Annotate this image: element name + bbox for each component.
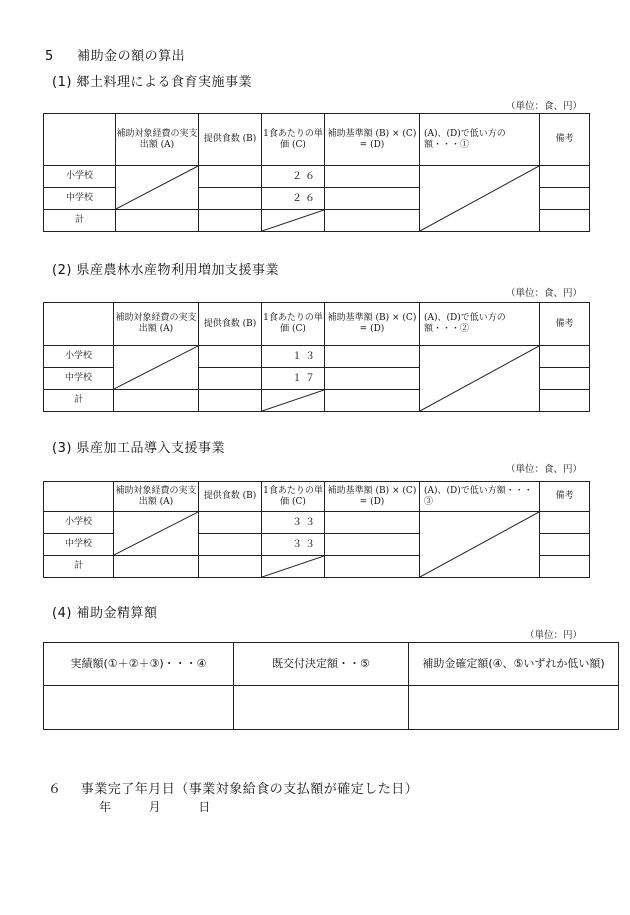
table-1-col-meals: 提供食数 (B) xyxy=(199,114,262,166)
table-1 xyxy=(43,113,590,232)
date-month-label: 月 xyxy=(148,800,161,814)
table-3-unit-price-value: ３３ xyxy=(262,534,325,556)
table-3-expense-slashed xyxy=(114,512,199,556)
table-1-row-label: 中学校 xyxy=(44,188,116,210)
diagonal-slash xyxy=(420,346,539,411)
table-4-actual-cell[interactable] xyxy=(44,686,234,730)
table-4-confirmed-cell[interactable] xyxy=(409,686,619,730)
table-1-base-total[interactable] xyxy=(325,210,420,232)
table-3-unit-price-value: ３３ xyxy=(262,512,325,534)
table-1-expense-slashed xyxy=(116,166,199,210)
diagonal-slash xyxy=(262,390,324,411)
table-2-unit: （単位：食、円） xyxy=(505,288,582,299)
table-2-remarks-cell[interactable] xyxy=(540,346,590,368)
table-4-granted-cell[interactable] xyxy=(234,686,409,730)
table-3-price-total-slashed xyxy=(262,556,325,578)
table-3-remarks-cell[interactable] xyxy=(540,512,590,534)
table-3-base-total[interactable] xyxy=(325,556,420,578)
table-2-remarks-cell[interactable] xyxy=(540,368,590,390)
table-2-col-remarks: 備考 xyxy=(540,303,590,346)
completion-date xyxy=(99,798,210,815)
table-1-remarks-cell[interactable] xyxy=(540,188,590,210)
diagonal-slash xyxy=(420,512,539,577)
table-1-unit: （単位：食、円） xyxy=(505,101,582,112)
table-1-unit-price-value: ２６ xyxy=(262,166,325,188)
table-2-heading: (2) 県産農林水産物利用増加支援事業 xyxy=(52,263,280,278)
table-2-col-lower-amount: (A)、(D)で低い方の額・・・② xyxy=(420,303,540,346)
table-2-base-cell[interactable] xyxy=(325,346,420,368)
table-1-col-remarks: 備考 xyxy=(540,114,590,166)
section-5-number: 5 xyxy=(45,49,54,64)
table-1-corner xyxy=(44,114,116,166)
section-5-title: 補助金の額の算出 xyxy=(77,49,186,64)
diagonal-slash xyxy=(114,346,198,389)
table-3-col-base-amount: 補助基準額 (B) × (C) = (D) xyxy=(325,482,420,512)
diagonal-slash xyxy=(116,166,198,209)
table-4-col-confirmed: 補助金確定額(④、⑤いずれか低い額) xyxy=(409,643,619,686)
table-2 xyxy=(43,302,590,412)
table-2-meals-cell[interactable] xyxy=(199,368,262,390)
table-1-meals-cell[interactable] xyxy=(199,166,262,188)
table-1-col-base-amount: 補助基準額 (B) × (C) = (D) xyxy=(325,114,420,166)
table-4-col-granted: 既交付決定額・・⑤ xyxy=(234,643,409,686)
table-2-row-label: 小学校 xyxy=(44,346,114,368)
table-2-row-label: 計 xyxy=(44,390,114,412)
table-2-corner xyxy=(44,303,114,346)
table-2-col-expense: 補助対象経費の実支出額 (A) xyxy=(114,303,199,346)
diagonal-slash xyxy=(114,512,198,555)
date-day-label: 日 xyxy=(198,800,211,814)
table-3-corner xyxy=(44,482,114,512)
diagonal-slash xyxy=(262,556,324,577)
table-2-expense-total[interactable] xyxy=(114,390,199,412)
table-3-meals-total[interactable] xyxy=(199,556,262,578)
table-1-meals-cell[interactable] xyxy=(199,188,262,210)
table-3-meals-cell[interactable] xyxy=(199,512,262,534)
table-3 xyxy=(43,481,590,578)
table-1-expense-total[interactable] xyxy=(116,210,199,232)
table-1-meals-total[interactable] xyxy=(199,210,262,232)
table-2-meals-total[interactable] xyxy=(199,390,262,412)
table-1-lower-slashed xyxy=(420,166,540,232)
table-1-base-cell[interactable] xyxy=(325,166,420,188)
section-6-title: 事業完了年月日（事業対象給食の支払額が確定した日） xyxy=(80,782,419,797)
table-2-base-total[interactable] xyxy=(325,390,420,412)
table-3-unit: （単位：食、円） xyxy=(505,464,582,475)
table-3-row-label: 中学校 xyxy=(44,534,114,556)
table-3-col-lower-amount: (A)、(D)で低い方額・・・③ xyxy=(420,482,540,512)
section-6-heading xyxy=(48,778,418,797)
table-3-base-cell[interactable] xyxy=(325,534,420,556)
table-3-col-remarks: 備考 xyxy=(540,482,590,512)
table-2-col-meals: 提供食数 (B) xyxy=(199,303,262,346)
table-4-col-actual: 実績額(①＋②＋③)・・・④ xyxy=(44,643,234,686)
table-3-row-label: 計 xyxy=(44,556,114,578)
diagonal-slash xyxy=(420,166,539,231)
section-5-heading xyxy=(45,45,185,64)
table-3-row-label: 小学校 xyxy=(44,512,114,534)
table-1-remarks-total[interactable] xyxy=(540,210,590,232)
table-1-row-label: 計 xyxy=(44,210,116,232)
table-3-expense-total[interactable] xyxy=(114,556,199,578)
table-2-unit-price-value: １３ xyxy=(262,346,325,368)
diagonal-slash xyxy=(262,210,324,231)
table-1-row-label: 小学校 xyxy=(44,166,116,188)
table-1-heading: (1) 郷土料理による食育実施事業 xyxy=(52,75,253,90)
table-1-unit-price-value: ２６ xyxy=(262,188,325,210)
table-3-lower-slashed xyxy=(420,512,540,578)
table-3-remarks-cell[interactable] xyxy=(540,534,590,556)
table-4-heading: (4) 補助金精算額 xyxy=(52,606,158,621)
table-3-col-unit-price: 1食あたりの単価 (C) xyxy=(262,482,325,512)
table-1-col-unit-price: 1食あたりの単価 (C) xyxy=(262,114,325,166)
table-3-meals-cell[interactable] xyxy=(199,534,262,556)
table-3-heading: (3) 県産加工品導入支援事業 xyxy=(52,441,226,456)
table-1-base-cell[interactable] xyxy=(325,188,420,210)
table-2-col-unit-price: 1食あたりの単価 (C) xyxy=(262,303,325,346)
table-1-price-total-slashed xyxy=(262,210,325,232)
table-2-col-base-amount: 補助基準額 (B) × (C) = (D) xyxy=(325,303,420,346)
table-3-col-expense: 補助対象経費の実支出額 (A) xyxy=(114,482,199,512)
table-4-unit: （単位：円） xyxy=(524,630,582,641)
table-3-col-meals: 提供食数 (B) xyxy=(199,482,262,512)
section-6-number: ６ xyxy=(48,782,62,797)
table-2-expense-slashed xyxy=(114,346,199,390)
table-2-row-label: 中学校 xyxy=(44,368,114,390)
table-3-base-cell[interactable] xyxy=(325,512,420,534)
table-3-remarks-total[interactable] xyxy=(540,556,590,578)
table-2-unit-price-value: １７ xyxy=(262,368,325,390)
table-2-meals-cell[interactable] xyxy=(199,346,262,368)
table-2-price-total-slashed xyxy=(262,390,325,412)
table-1-col-expense: 補助対象経費の実支出額 (A) xyxy=(116,114,199,166)
table-2-lower-slashed xyxy=(420,346,540,412)
table-2-remarks-total[interactable] xyxy=(540,390,590,412)
table-1-col-lower-amount: (A)、(D)で低い方の額・・・① xyxy=(420,114,540,166)
table-1-remarks-cell[interactable] xyxy=(540,166,590,188)
table-4 xyxy=(43,642,619,730)
table-2-base-cell[interactable] xyxy=(325,368,420,390)
date-year-label: 年 xyxy=(99,800,112,814)
